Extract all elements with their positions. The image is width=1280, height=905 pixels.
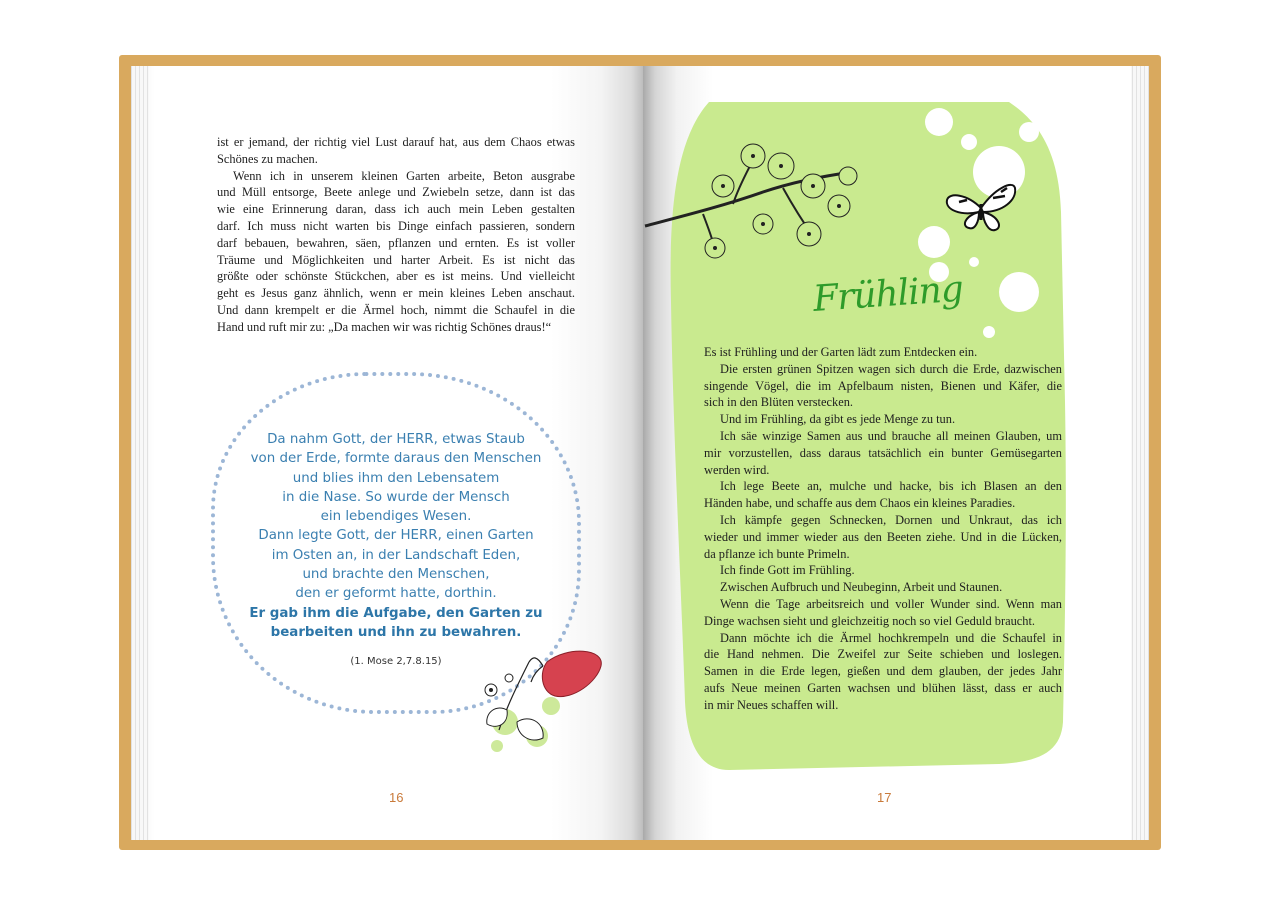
text-line: werden wird. [704,462,770,477]
text-line: Schönes zu machen. [217,151,318,166]
right-page [643,66,1149,840]
text-line: aufs Neue meinen Garten wachsen und blühen lässt, dass er auch [704,680,1062,695]
text-line: Zwischen Aufbruch und Neubeginn, Arbeit und Staunen. [720,580,1003,595]
bible-reference: (1. Mose 2,7.8.15) [350,656,442,667]
strawberry-icon [477,626,607,756]
text-line: Ich säe winzige Samen aus und brauche all meinen Glauben, um [720,428,1062,443]
text-line: Ich finde Gott im Frühling. [720,563,855,578]
text-line: Händen habe, und schaffe aus dem Chaos ein kleines Paradies. [704,496,1016,511]
cherry-blossom-branch-icon [643,126,883,276]
text-line: Und im Frühling, da gibt es jede Menge zu tun. [720,412,956,427]
bible-quote [231,430,561,642]
right-body-text [704,344,1062,714]
quote-line-bold: Er gab ihm die Aufgabe, den Garten zu [249,605,543,621]
text-line: sich in den Blüten verstecken. [704,395,853,410]
text-line: und Müll entsorge, Beete anlege und Zwiebeln setze, dann ist das [217,185,575,200]
page-number-right: 17 [877,790,892,805]
text-line: Dann möchte ich die Ärmel hochkrempeln und die Schaufel in [720,630,1062,645]
text-line: Und dann krempelt er die Ärmel hoch, nimmt die Schaufel in die [217,302,575,317]
quote-line: von der Erde, formte daraus den Menschen [250,451,542,467]
text-line: Es ist Frühling und der Garten lädt zum Entdecken ein. [704,345,978,359]
text-line: Wenn die Tage arbeitsreich und voller Wunder sind. Wenn man [720,596,1062,611]
text-line: wie eine Erinnerung daran, dass ich auch mein Leben gestalten [217,202,575,217]
text-line: Träume und Möglichkeiten und harter Arbeit. Es ist nicht das [217,252,575,267]
text-line: ist er jemand, der richtig viel Lust darauf hat, aus dem Chaos etwas [217,135,575,149]
page-title: Frühling [811,268,965,320]
quote-line: im Osten an, in der Landschaft Eden, [271,547,521,563]
page-number-left: 16 [389,790,404,805]
text-line: Ich lege Beete an, mulche und hacke, bis ich Blasen an den [720,479,1062,494]
text-line: darf. Ich muss nicht warten bis Dinge einfach passieren, sondern [217,218,575,233]
text-line: Wenn ich in unserem kleinen Garten arbeite, Beton ausgrabe [233,168,575,183]
text-line: Hand und ruft mir zu: „Da machen wir was richtig Schönes draus!“ [217,319,552,334]
quote-line: in die Nase. So wurde der Mensch [282,489,510,505]
left-page-edge [131,66,149,840]
quote-line: ein lebendiges Wesen. [320,509,472,525]
text-line: Samen in die Erde legen, gießen und dem glauben, der jedes Jahr [704,664,1062,679]
text-line: geht es Jesus ganz ähnlich, wenn er mein kleines Leben anschaut. [217,286,575,301]
text-line: die Hand nehmen. Die Zweifel zur Seite schieben und loslegen. [704,647,1062,662]
quote-line: den er geformt hatte, dorthin. [295,586,497,602]
quote-line: Da nahm Gott, der HERR, etwas Staub [267,432,525,447]
text-line: mir vorzustellen, dass daraus tatsächlich ein bunter Gemüsegarten [704,445,1062,460]
text-line: größte oder schönste Stückchen, aber es ist meins. Und vielleicht [217,269,575,284]
quote-line-bold: bearbeiten und ihn zu bewahren. [270,624,522,640]
text-line: darf bebauen, bewahren, säen, pflanzen und ernten. Es ist voller [217,235,575,250]
text-line: wieder und immer wieder aus den Beeten ziehe. Und in die Lücken, [704,529,1062,544]
left-page [131,66,643,840]
quote-line: Dann legte Gott, der HERR, einen Garten [258,528,534,544]
text-line: in mir Neues schaffen will. [704,697,839,712]
text-line: Ich kämpfe gegen Schnecken, Dornen und Unkraut, das ich [720,512,1062,527]
left-body-text [217,134,575,336]
text-line: singende Vögel, die im Apfelbaum nisten, Bienen und Käfer, die [704,378,1062,393]
text-line: da pflanze ich bunte Primeln. [704,546,850,561]
butterfly-icon [945,178,1017,234]
right-page-edge [1131,66,1149,840]
text-line: Die ersten grünen Spitzen wagen sich durch die Erde, dazwischen [720,361,1062,376]
quote-line: und brachte den Menschen, [302,567,490,583]
text-line: Dinge wachsen sieht und gleichzeitig noch so viel Geduld braucht. [704,613,1036,628]
quote-line: und blies ihm den Lebensatem [292,470,500,486]
